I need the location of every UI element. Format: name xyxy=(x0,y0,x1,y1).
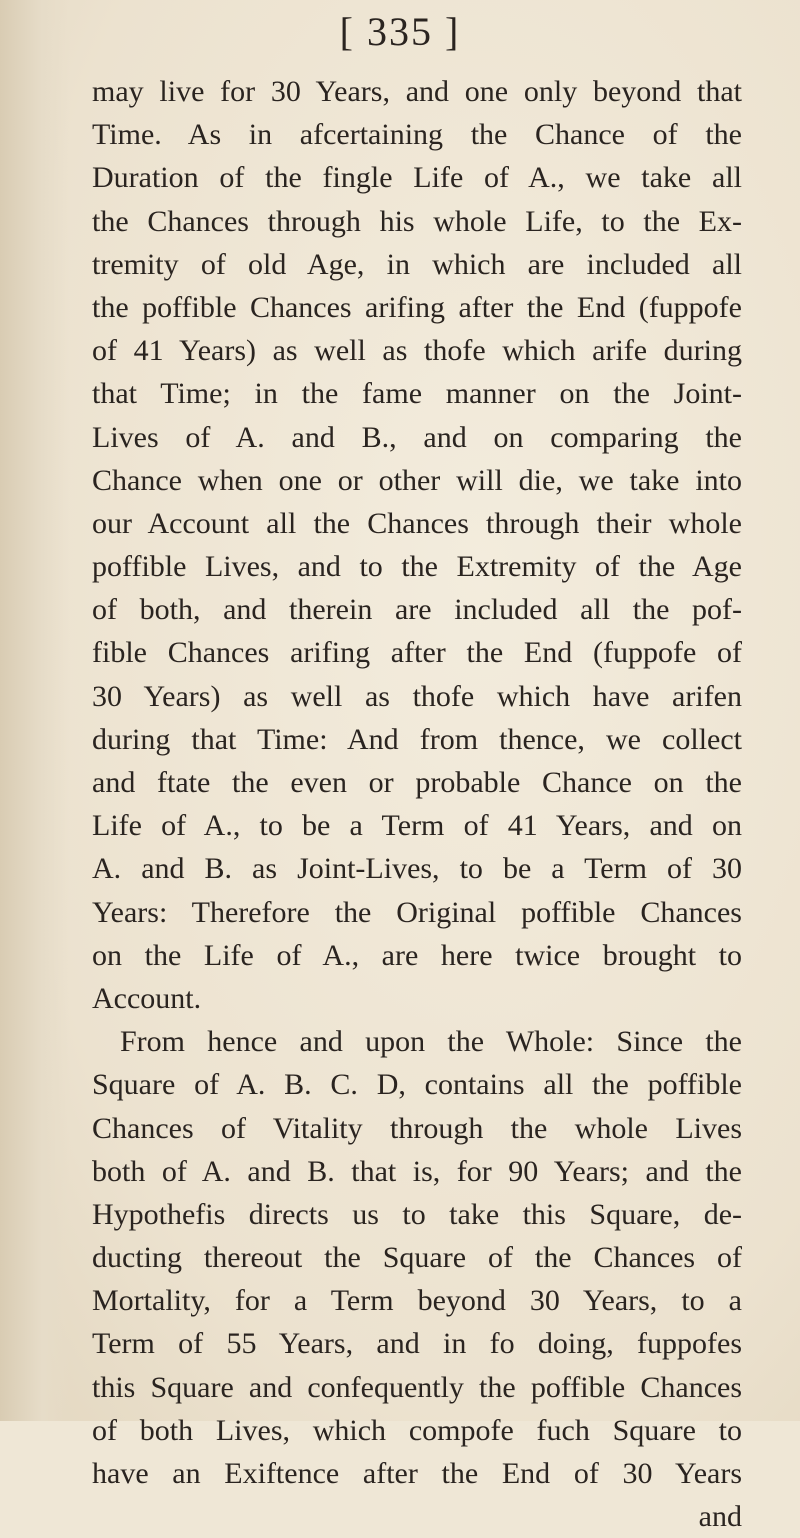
text-line: Mortality, for a Term beyond 30 Years, to a xyxy=(92,1284,742,1318)
text-line: poffible Lives, and to the Extremity of the Age xyxy=(92,550,742,584)
body-text xyxy=(92,70,742,1538)
text-line: this Square and confequently the poffible Chances xyxy=(92,1370,742,1404)
text-line: Life of A., to be a Term of 41 Years, and on xyxy=(92,809,742,843)
text-line: of both Lives, which compofe fuch Square to xyxy=(92,1413,742,1447)
text-line: Lives of A. and B., and on comparing the xyxy=(92,420,742,454)
text-line: that Time; in the fame manner on the Joint- xyxy=(92,377,742,411)
text-line: Years: Therefore the Original poffible Chances xyxy=(92,895,742,929)
text-line: Chance when one or other will die, we take into xyxy=(92,463,742,497)
text-line: Hypothefis directs us to take this Square, de- xyxy=(92,1197,742,1231)
text-line: Time. As in afcertaining the Chance of the xyxy=(92,118,742,152)
text-line: Duration of the fingle Life of A., we take all xyxy=(92,161,742,195)
text-line: during that Time: And from thence, we collect xyxy=(92,722,742,756)
text-line: From hence and upon the Whole: Since the xyxy=(120,1025,742,1059)
text-line: 30 Years) as well as thofe which have arifen xyxy=(92,679,742,713)
text-line: have an Exiftence after the End of 30 Years xyxy=(92,1457,742,1490)
text-line: may live for 30 Years, and one only beyond that xyxy=(92,75,742,108)
text-line: ducting thereout the Square of the Chances of xyxy=(92,1241,742,1275)
text-line: and ftate the even or probable Chance on the xyxy=(92,766,742,799)
text-line: Term of 55 Years, and in fo doing, fuppofes xyxy=(92,1327,742,1361)
page-number: [ 335 ] xyxy=(339,9,461,54)
text-line: tremity of old Age, in which are included all xyxy=(92,247,742,281)
text-line: fible Chances arifing after the End (fuppofe of xyxy=(92,636,742,670)
catchword: and xyxy=(698,1500,742,1534)
text-line: Square of A. B. C. D, contains all the poffible xyxy=(92,1068,742,1102)
text-line: of both, and therein are included all the pof- xyxy=(92,593,742,627)
text-line: on the Life of A., are here twice brought to xyxy=(92,938,742,972)
text-line: the poffible Chances arifing after the End (fuppofe xyxy=(92,290,742,324)
text-line: Chances of Vitality through the whole Lives xyxy=(92,1111,742,1145)
text-line: A. and B. as Joint-Lives, to be a Term of 30 xyxy=(92,852,742,886)
page-gutter-shadow xyxy=(0,0,70,1421)
text-line: Account. xyxy=(92,981,202,1015)
text-line: both of A. and B. that is, for 90 Years; and the xyxy=(92,1154,742,1188)
text-line: the Chances through his whole Life, to the Ex- xyxy=(92,204,742,238)
text-line: of 41 Years) as well as thofe which arife during xyxy=(92,334,742,368)
text-line: our Account all the Chances through their whole xyxy=(92,506,742,540)
